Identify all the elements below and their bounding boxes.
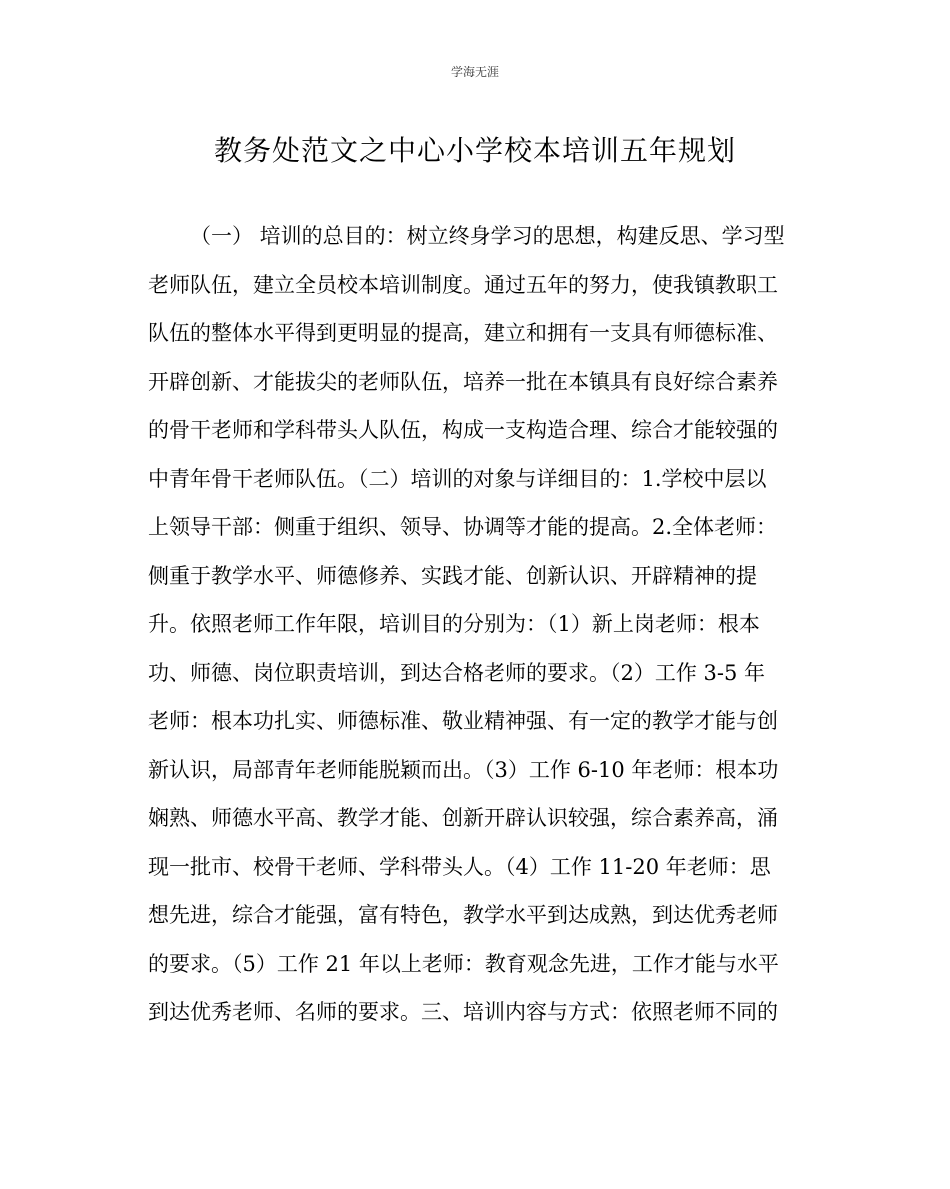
body-line: 侧重于教学水平、师德修养、实践才能、创新认识、开辟精神的提	[148, 563, 757, 588]
body-line: 新认识，局部青年老师能脱颖而出。（3）工作 6-10 年老师：根本功	[148, 757, 779, 782]
body-line: 开辟创新、才能拔尖的老师队伍，培养一批在本镇具有良好综合素养	[148, 369, 778, 394]
document-body	[148, 212, 804, 1037]
document-title: 教务处范文之中心小学校本培训五年规划	[213, 134, 736, 167]
body-line: 的要求。（5）工作 21 年以上老师：教育观念先进，工作才能与水平	[148, 951, 779, 976]
body-line: 想先进，综合才能强，富有特色，教学水平到达成熟，到达优秀老师	[148, 903, 778, 927]
body-line: 娴熟、师德水平高、教学才能、创新开辟认识较强，综合素养高，涌	[148, 806, 778, 830]
body-line: 上领导干部：侧重于组织、领导、协调等才能的提高。2.全体老师：	[148, 515, 778, 539]
body-line: 现一批市、校骨干老师、学科带头人。（4）工作 11-20 年老师：思	[148, 854, 771, 879]
page-header: 学海无涯	[450, 65, 499, 79]
body-line: 队伍的整体水平得到更明显的提高，建立和拥有一支具有师德标准、	[148, 321, 778, 345]
body-line: 老师：根本功扎实、师德标准、敬业精神强、有一定的教学才能与创	[148, 709, 778, 733]
body-line: 的骨干老师和学科带头人队伍，构成一支构造合理、综合才能较强的	[148, 418, 778, 442]
body-line: （一） 培训的总目的：树立终身学习的思想，构建反思、学习型	[190, 224, 785, 248]
body-line: 功、师德、岗位职责培训，到达合格老师的要求。（2）工作 3-5 年	[148, 660, 766, 685]
body-line: 到达优秀老师、名师的要求。三、培训内容与方式：依照老师不同的	[148, 1000, 778, 1024]
body-line: 老师队伍，建立全员校本培训制度。通过五年的努力，使我镇教职工	[148, 272, 778, 297]
body-line: 升。依照老师工作年限，培训目的分别为：（1）新上岗老师：根本	[148, 612, 760, 636]
body-line: 中青年骨干老师队伍。（二）培训的对象与详细目的：1.学校中层以	[148, 466, 767, 491]
